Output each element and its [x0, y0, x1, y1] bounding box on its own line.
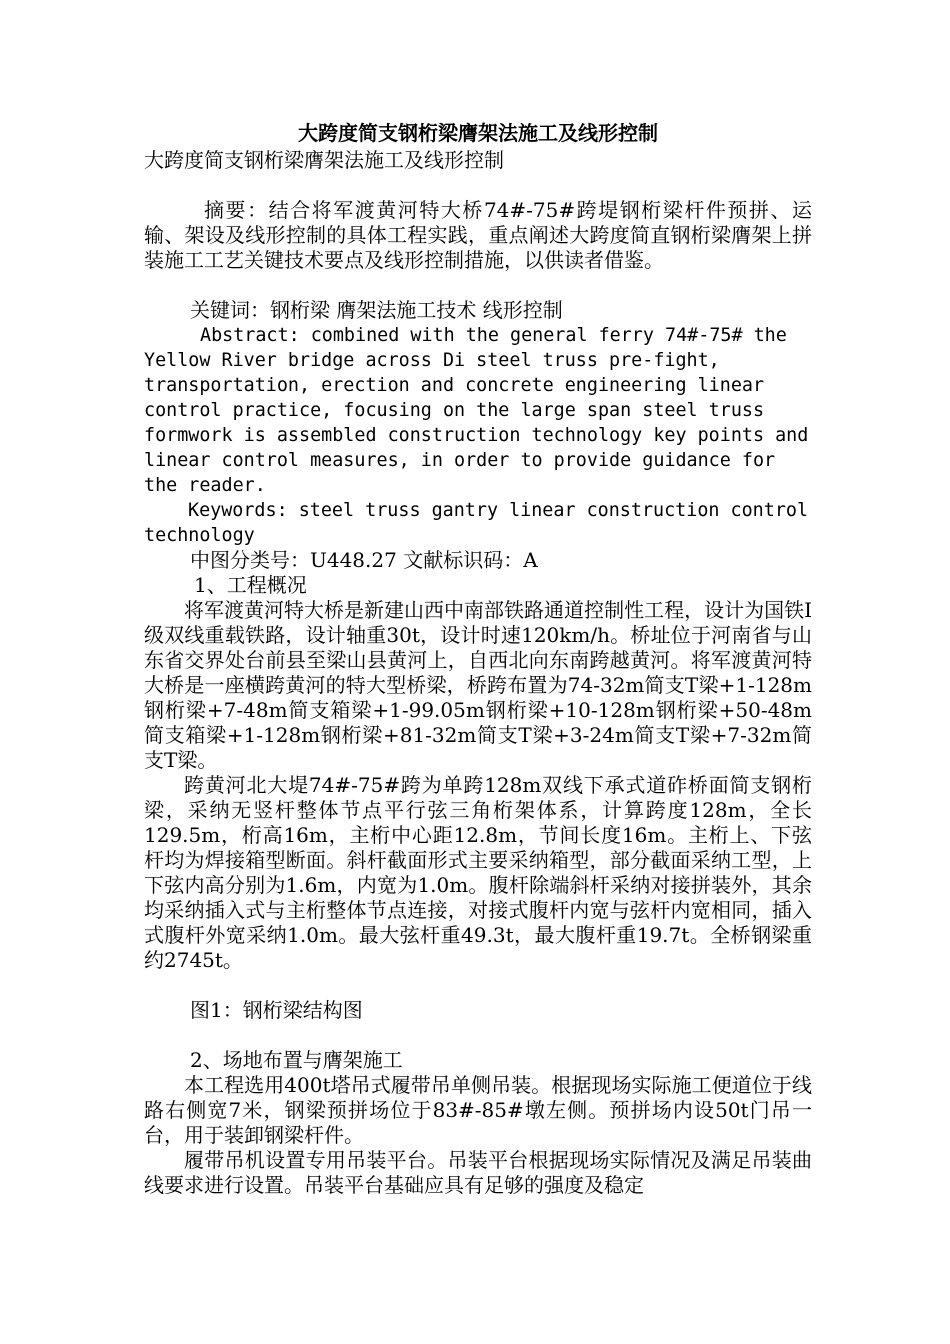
- section-2-paragraph: 本工程选用400t塔吊式履带吊单侧吊装。根据现场实际施工便道位于线路右侧宽7米，钢梁预拼场位于83#-85#墩左侧。预拼场内设50t门吊一台，用于装卸钢梁杆件。: [144, 1073, 812, 1147]
- spacer: [144, 1023, 812, 1048]
- section-1-heading: 1、工程概况: [194, 573, 307, 597]
- document-page: [144, 118, 812, 1198]
- abstract-en: Abstract: combined with the general ferry 74#-75# the Yellow River bridge across Di steel truss pre-fight, transportation, erection and concrete engineering linear control practice, focusing on the large span steel truss formwork is assembled construction technology key points and linear control measures, in order to provide guidance for the reader.: [144, 325, 809, 496]
- classification: 中图分类号：U448.27 文献标识码：A: [190, 548, 538, 572]
- figure-1-caption: 图1：钢桁梁结构图: [190, 998, 363, 1022]
- document-title: 大跨度简支钢桁梁膺架法施工及线形控制: [298, 121, 658, 145]
- section-1-paragraph: 将军渡黄河特大桥是新建山西中南部铁路通道控制性工程，设计为国铁Ⅰ级双线重载铁路，设计轴重30t，设计时速120km/h。桥址位于河南省与山东省交界处台前县至梁山县黄河上，自西北向东南跨越黄河。将军渡黄河特大桥是一座横跨黄河的特大型桥梁，桥跨布置为74-32m简支T梁+1-128m钢桁梁+7-48m简支箱梁+1-99.05m钢桁梁+10-128m钢桁梁+50-48m简支箱梁+1-128m钢桁梁+81-32m简支T梁+3-24m简支T梁+7-32m简支T梁。: [144, 598, 812, 772]
- abstract-cn: 摘要：结合将军渡黄河特大桥74#-75#跨堤钢桁梁杆件预拼、运输、架设及线形控制的具体工程实践，重点阐述大跨度简直钢桁梁膺架上拼装施工工艺关键技术要点及线形控制措施，以供读者借鉴。: [144, 198, 812, 272]
- keywords-cn: 关键词：钢桁梁 膺架法施工技术 线形控制: [190, 298, 563, 322]
- section-1-paragraph: 跨黄河北大堤74#-75#跨为单跨128m双线下承式道砟桥面简支钢桁梁，采纳无竖杆整体节点平行弦三角桁架体系，计算跨度128m，全长129.5m，桁高16m，主桁中心距12.8m，节间长度16m。主桁上、下弦杆均为焊接箱型断面。斜杆截面形式主要采纳箱型，部分截面采纳工型，上下弦内高分别为1.6m，内宽为1.0m。腹杆除端斜杆采纳对接拼装外，其余均采纳插入式与主桁整体节点连接，对接式腹杆内宽与弦杆内宽相同，插入式腹杆外宽采纳1.0m。最大弦杆重49.3t，最大腹杆重19.7t。全桥钢梁重约2745t。: [144, 773, 812, 972]
- section-2-heading: 2、场地布置与膺架施工: [190, 1048, 403, 1072]
- document-subtitle: 大跨度简支钢桁梁膺架法施工及线形控制: [144, 148, 504, 172]
- section-2-paragraph: 履带吊机设置专用吊装平台。吊装平台根据现场实际情况及满足吊装曲线要求进行设置。吊装平台基础应具有足够的强度及稳定: [144, 1148, 812, 1197]
- spacer: [144, 273, 812, 298]
- spacer: [144, 973, 812, 998]
- keywords-en: Keywords: steel truss gantry linear construction control technology: [144, 500, 809, 546]
